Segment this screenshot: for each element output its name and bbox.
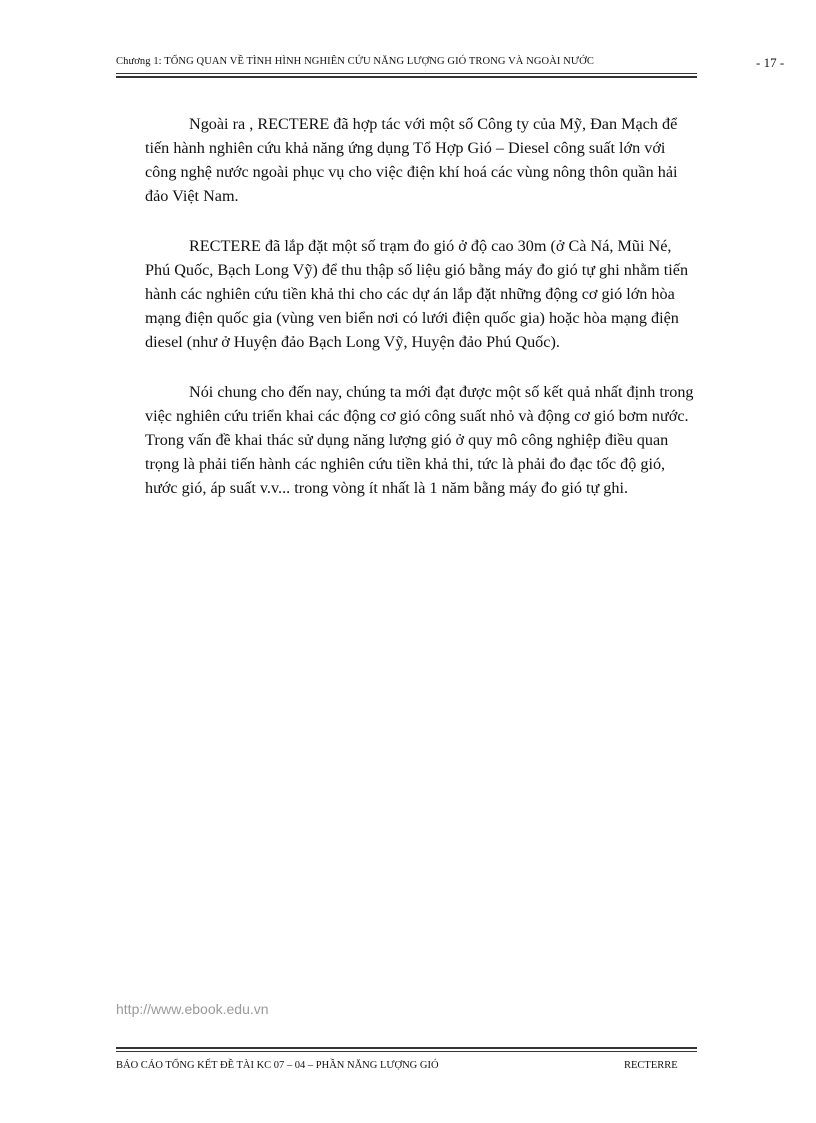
header-divider-thick bbox=[116, 76, 697, 78]
paragraph: Ngoài ra , RECTERE đã hợp tác với một số Công ty của Mỹ, Đan Mạch để tiến hành nghiên cứu khả năng ứng dụng Tổ Hợp Gió – Diesel công suất lớn với công nghệ nước ngoài phục vụ cho việc điện khí hoá các vùng nông thôn quần hải đảo Việt Nam. bbox=[145, 115, 678, 205]
footer-divider bbox=[116, 1051, 697, 1052]
report-title: BÁO CÁO TỔNG KẾT ĐỀ TÀI KC 07 – 04 – PHẦN NĂNG LƯỢNG GIÓ bbox=[116, 1060, 439, 1071]
paragraph: RECTERE đã lắp đặt một số trạm đo gió ở độ cao 30m (ở Cà Ná, Mũi Né, Phú Quốc, Bạch Long Vỹ) để thu thập số liệu gió bằng máy đo gió tự ghi nhằm tiến hành các nghiên cứu tiền khả thi cho các dự án lắp đặt những động cơ gió lớn hòa mạng điện quốc gia (vùng ven biển nơi có lưới điện quốc gia) hoặc hòa mạng điện diesel (như ở Huyện đảo Bạch Long Vỹ, Huyện đảo Phú Quốc). bbox=[145, 237, 689, 351]
paragraph: Nói chung cho đến nay, chúng ta mới đạt được một số kết quả nhất định trong việc nghiên cứu triển khai các động cơ gió công suất nhỏ và động cơ gió bơm nước. Trong vấn đề khai thác sử dụng năng lượng gió ở quy mô công nghiệp điều quan trọng là phải tiến hành các nghiên cứu tiền khả thi, tức là phải đo đạc tốc độ gió, hước gió, áp suất v.v... trong vòng ít nhất là 1 năm bằng máy đo gió tự ghi. bbox=[145, 383, 694, 497]
footer-divider-thick bbox=[116, 1047, 697, 1049]
watermark-url: http://www.ebook.edu.vn bbox=[116, 1001, 269, 1017]
page-number: - 17 - bbox=[756, 55, 785, 70]
header-divider bbox=[116, 73, 697, 74]
organization-name: RECTERRE bbox=[624, 1060, 678, 1071]
document-body bbox=[145, 112, 697, 526]
chapter-title: Chương 1: TỔNG QUAN VỀ TÌNH HÌNH NGHIÊN CỨU NĂNG LƯỢNG GIÓ TRONG VÀ NGOÀI NƯỚC bbox=[116, 56, 594, 67]
